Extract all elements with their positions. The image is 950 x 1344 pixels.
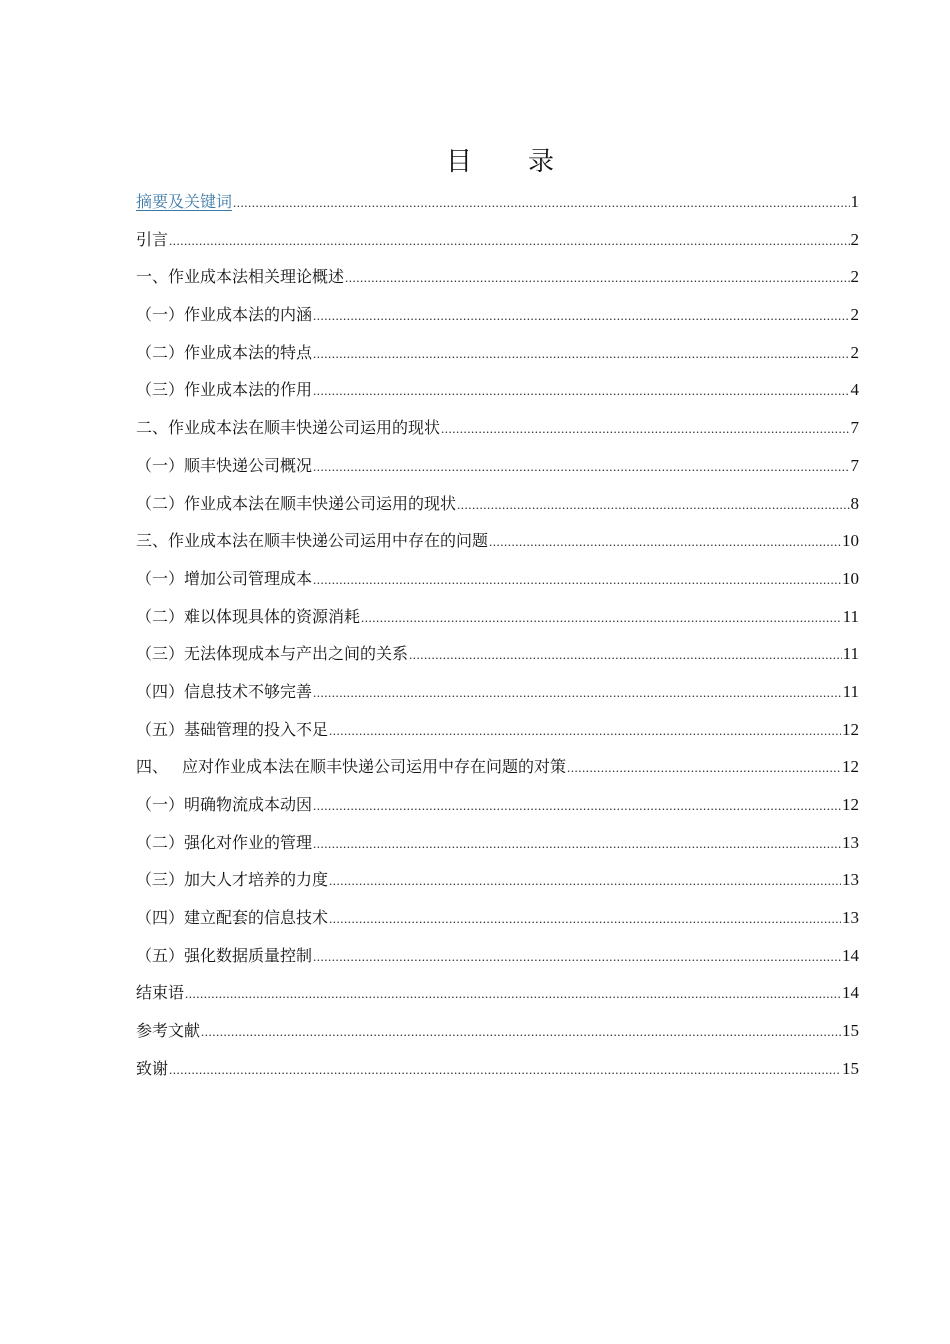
toc-dot-leader: [201, 1013, 841, 1051]
toc-page-number: 7: [850, 418, 859, 438]
toc-page-number: 15: [842, 1021, 859, 1041]
toc-page-number: 8: [850, 493, 859, 513]
toc-entry-label: [136, 673, 312, 711]
toc-entry[interactable]: [136, 598, 859, 636]
toc-entry[interactable]: [136, 560, 859, 598]
toc-dot-leader: [313, 561, 841, 599]
toc-entry-label: [136, 937, 312, 975]
toc-entry-text: （一）顺丰快递公司概况: [136, 455, 313, 475]
toc-title: [0, 142, 950, 182]
toc-dot-leader: [169, 222, 849, 260]
toc-entry-text: 一、作业成本法相关理论概述: [136, 267, 345, 287]
toc-dot-leader: [233, 184, 849, 222]
toc-entry-label: [136, 711, 328, 749]
toc-entry[interactable]: [136, 296, 859, 334]
toc-list: [136, 183, 859, 1088]
toc-entry-label: [136, 560, 312, 598]
toc-entry-prefix: 四、: [136, 757, 169, 777]
toc-page-number: 11: [842, 681, 859, 701]
toc-entry-text: 参考文献: [136, 1021, 201, 1041]
toc-entry-text: 摘要及关键词: [136, 192, 233, 211]
toc-entry-text: （二）难以体现具体的资源消耗: [136, 606, 361, 626]
toc-entry-text: 三、作业成本法在顺丰快递公司运用中存在的问题: [136, 531, 489, 551]
toc-dot-leader: [313, 674, 842, 712]
toc-entry-label: [136, 485, 456, 523]
toc-entry[interactable]: [136, 522, 859, 560]
toc-dot-leader: [313, 938, 841, 976]
toc-entry-text: （一）作业成本法的内涵: [136, 305, 313, 325]
toc-page-number: 14: [842, 983, 859, 1003]
toc-page-number: 10: [842, 568, 859, 588]
toc-entry-label: [136, 748, 566, 786]
toc-entry-text: 致谢: [136, 1058, 169, 1078]
toc-page-number: 14: [842, 945, 859, 965]
toc-entry[interactable]: [136, 974, 859, 1012]
toc-page-number: 12: [842, 719, 859, 739]
toc-entry[interactable]: [136, 183, 859, 221]
toc-page-number: 2: [850, 342, 859, 362]
toc-entry-text: 结束语: [136, 983, 185, 1003]
toc-entry[interactable]: [136, 899, 859, 937]
toc-dot-leader: [313, 448, 849, 486]
toc-dot-leader: [313, 372, 849, 410]
toc-page-number: 13: [842, 870, 859, 890]
toc-entry[interactable]: [136, 748, 859, 786]
toc-entry-text: （四）信息技术不够完善: [136, 681, 313, 701]
toc-title-char-1: 目: [445, 147, 472, 177]
toc-entry-label: [136, 409, 440, 447]
toc-entry[interactable]: [136, 673, 859, 711]
toc-entry[interactable]: [136, 447, 859, 485]
toc-entry[interactable]: [136, 221, 859, 259]
toc-page-number: 7: [850, 455, 859, 475]
toc-entry[interactable]: [136, 371, 859, 409]
toc-entry-label: [136, 221, 168, 259]
toc-page-number: 4: [850, 380, 859, 400]
toc-dot-leader: [313, 335, 849, 373]
toc-entry-text: （三）加大人才培养的力度: [136, 870, 329, 890]
toc-entry[interactable]: [136, 786, 859, 824]
toc-entry-label: [136, 861, 328, 899]
toc-dot-leader: [313, 825, 841, 863]
toc-entry-label: [136, 296, 312, 334]
toc-page-number: 13: [842, 832, 859, 852]
toc-entry[interactable]: [136, 1012, 859, 1050]
toc-dot-leader: [313, 787, 841, 825]
toc-page-number: 13: [842, 908, 859, 928]
toc-entry-label: [136, 334, 312, 372]
toc-page-number: 2: [850, 267, 859, 287]
toc-page-number: 2: [850, 305, 859, 325]
toc-page-number: 11: [842, 606, 859, 626]
toc-entry[interactable]: [136, 485, 859, 523]
toc-entry-label: [136, 447, 312, 485]
toc-entry-label: [136, 258, 344, 296]
toc-entry-text: （二）强化对作业的管理: [136, 832, 313, 852]
toc-entry-text: 引言: [136, 229, 169, 249]
toc-entry-text: （二）作业成本法在顺丰快递公司运用的现状: [136, 493, 457, 513]
toc-dot-leader: [361, 599, 842, 637]
toc-page-number: 12: [842, 757, 859, 777]
toc-entry-text: （三）无法体现成本与产出之间的关系: [136, 644, 409, 664]
toc-page-number: 10: [842, 531, 859, 551]
toc-entry-link[interactable]: [136, 183, 232, 221]
toc-dot-leader: [185, 975, 841, 1013]
toc-entry-label: [136, 974, 184, 1012]
toc-entry-label: [136, 899, 328, 937]
toc-entry[interactable]: [136, 937, 859, 975]
toc-entry[interactable]: [136, 409, 859, 447]
toc-entry-text: 应对作业成本法在顺丰快递公司运用中存在问题的对策: [182, 757, 567, 777]
toc-entry-text: （五）基础管理的投入不足: [136, 719, 329, 739]
toc-entry-text: （三）作业成本法的作用: [136, 380, 313, 400]
toc-entry[interactable]: [136, 334, 859, 372]
toc-dot-leader: [409, 636, 842, 674]
toc-entry-label: [136, 635, 408, 673]
toc-entry-label: [136, 1012, 200, 1050]
toc-dot-leader: [329, 862, 841, 900]
toc-entry-label: [136, 598, 360, 636]
toc-entry-label: [136, 371, 312, 409]
toc-entry-text: 二、作业成本法在顺丰快递公司运用的现状: [136, 418, 441, 438]
toc-page-number: 1: [850, 192, 859, 211]
toc-entry-text: （四）建立配套的信息技术: [136, 908, 329, 928]
toc-entry-label: [136, 522, 488, 560]
toc-entry[interactable]: [136, 258, 859, 296]
toc-dot-leader: [329, 900, 841, 938]
toc-entry-text: （二）作业成本法的特点: [136, 342, 313, 362]
toc-entry[interactable]: [136, 824, 859, 862]
toc-entry-label: [136, 786, 312, 824]
toc-entry[interactable]: [136, 635, 859, 673]
toc-entry-text: （一）明确物流成本动因: [136, 795, 313, 814]
toc-dot-leader: [313, 297, 849, 335]
toc-dot-leader: [441, 410, 849, 448]
toc-entry[interactable]: [136, 711, 859, 749]
toc-entry-text: （五）强化数据质量控制: [136, 945, 313, 965]
toc-dot-leader: [457, 486, 849, 524]
toc-entry[interactable]: [136, 1050, 859, 1088]
toc-dot-leader: [169, 1051, 841, 1089]
toc-entry-label: [136, 824, 312, 862]
toc-title-char-2: 录: [528, 147, 555, 177]
toc-dot-leader: [489, 523, 841, 561]
toc-page-number: 11: [842, 644, 859, 664]
toc-page-number: 15: [842, 1058, 859, 1078]
toc-page-number: 12: [842, 795, 859, 814]
toc-entry-text: （一）增加公司管理成本: [136, 568, 313, 588]
toc-dot-leader: [567, 749, 841, 787]
toc-dot-leader: [329, 712, 841, 750]
toc-entry[interactable]: [136, 861, 859, 899]
toc-dot-leader: [345, 259, 849, 297]
toc-page-number: 2: [850, 229, 859, 249]
toc-entry-label: [136, 1050, 168, 1088]
